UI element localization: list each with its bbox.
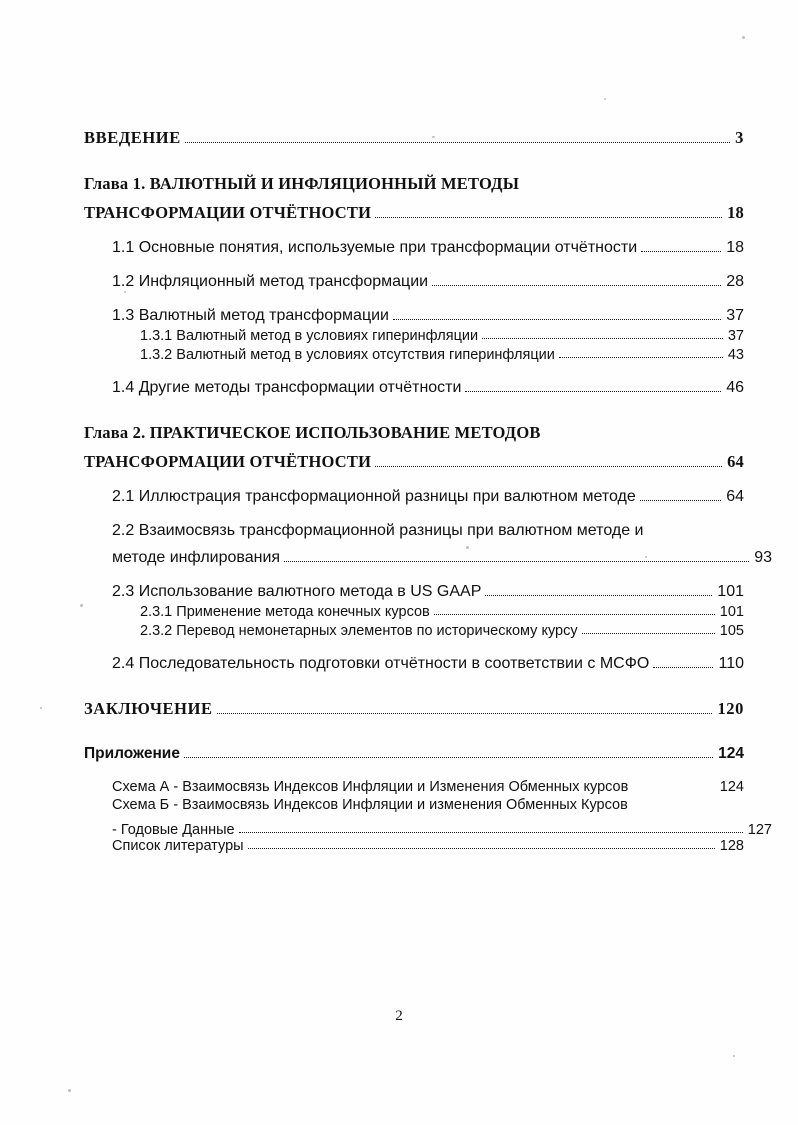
page-number: 2 [395, 1008, 403, 1024]
table-of-contents [84, 128, 772, 856]
toc-entry-label: 1.4 Другие методы трансформации отчётности [112, 379, 462, 396]
toc-entry-page: 105 [719, 623, 744, 639]
toc-leader-dots [485, 594, 712, 596]
toc-entry-page: 46 [726, 379, 744, 396]
toc-leader-dots [628, 794, 717, 795]
scan-speck [733, 1055, 735, 1057]
toc-entry[interactable] [112, 655, 744, 673]
toc-leader-dots [284, 560, 749, 562]
toc-entry[interactable] [112, 838, 744, 854]
toc-entry-label: Глава 1. ВАЛЮТНЫЙ И ИНФЛЯЦИОННЫЙ МЕТОДЫ [84, 174, 520, 193]
toc-entry-label: Глава 2. ПРАКТИЧЕСКОЕ ИСПОЛЬЗОВАНИЕ МЕТОДОВ [84, 423, 541, 442]
toc-entry-label: ЗАКЛЮЧЕНИЕ [84, 699, 213, 718]
toc-leader-dots [375, 216, 722, 218]
toc-entry-page: 28 [726, 273, 744, 290]
toc-entry-label: 2.3.2 Перевод немонетарных элементов по историческому курсу [140, 623, 578, 639]
toc-entry-label: 1.1 Основные понятия, используемые при трансформации отчётности [112, 239, 638, 256]
toc-entry[interactable] [112, 522, 772, 567]
toc-entry-label: 1.3 Валютный метод трансформации [112, 307, 389, 324]
toc-entry[interactable] [112, 583, 744, 601]
toc-entry[interactable] [140, 623, 744, 639]
toc-leader-dots [641, 250, 721, 252]
toc-entry-page: 110 [718, 655, 744, 672]
toc-entry[interactable] [84, 128, 744, 148]
toc-entry-label: Схема А - Взаимосвязь Индексов Инфляции и Изменения Обменных курсов [112, 779, 629, 795]
toc-leader-dots [582, 632, 715, 634]
toc-entry-label: 2.2 Взаимосвязь трансформационной разницы при валютном методе и [112, 522, 644, 539]
toc-entry-label: Список литературы [112, 838, 244, 854]
toc-leader-dots [432, 284, 721, 286]
toc-entry-page: 37 [726, 307, 744, 324]
toc-leader-dots [640, 499, 721, 501]
toc-leader-dots [559, 356, 723, 358]
toc-leader-dots [393, 318, 721, 320]
toc-entry-page: 128 [719, 838, 744, 854]
toc-entry[interactable] [112, 797, 772, 838]
toc-leader-dots [434, 613, 715, 615]
toc-entry-label-cont: методе инфлирования [112, 549, 281, 566]
scan-speck [68, 1089, 71, 1092]
toc-entry-page: 101 [719, 604, 744, 620]
toc-leader-dots [482, 337, 723, 339]
toc-entry[interactable] [112, 307, 744, 325]
toc-leader-dots [375, 465, 722, 467]
toc-leader-dots [184, 756, 713, 758]
scan-speck [742, 36, 745, 39]
scan-speck [80, 604, 83, 607]
toc-entry-label: ВВЕДЕНИЕ [84, 128, 181, 147]
toc-entry[interactable] [140, 347, 744, 363]
toc-leader-dots [653, 666, 713, 668]
toc-entry-page: 64 [727, 452, 744, 471]
toc-entry-label: 2.3.1 Применение метода конечных курсов [140, 604, 430, 620]
scan-speck [604, 98, 606, 100]
toc-entry-page: 124 [719, 779, 744, 795]
toc-entry-label: Схема Б - Взаимосвязь Индексов Инфляции и изменения Обменных Курсов [112, 797, 628, 813]
toc-entry-label: 1.3.1 Валютный метод в условиях гиперинфляции [140, 328, 479, 344]
toc-entry[interactable] [112, 779, 744, 795]
toc-entry-label-cont: ТРАНСФОРМАЦИИ ОТЧЁТНОСТИ [84, 203, 372, 222]
toc-entry[interactable] [84, 745, 744, 763]
toc-entry[interactable] [140, 604, 744, 620]
toc-entry[interactable] [112, 273, 744, 291]
toc-entry-page: 37 [727, 328, 744, 344]
toc-entry-line2 [112, 822, 772, 838]
toc-entry-label: 2.1 Иллюстрация трансформационной разницы при валютном методе [112, 488, 636, 505]
toc-entry[interactable] [84, 423, 744, 472]
toc-entry-page: 93 [754, 549, 772, 566]
toc-entry[interactable] [84, 699, 744, 719]
toc-entry-label: 1.3.2 Валютный метод в условиях отсутствия гиперинфляции [140, 347, 555, 363]
toc-entry-page: 120 [717, 699, 744, 718]
toc-entry-page: 127 [747, 822, 772, 838]
toc-entry[interactable] [84, 174, 744, 223]
toc-leader-dots [465, 390, 721, 392]
toc-entry-page: 124 [718, 745, 744, 762]
toc-entry-label-cont: - Годовые Данные [112, 822, 235, 838]
toc-entry-page: 18 [727, 203, 744, 222]
toc-entry-line2 [84, 452, 744, 472]
toc-entry-label: 2.4 Последовательность подготовки отчётности в соответствии с МСФО [112, 655, 650, 672]
toc-entry[interactable] [112, 379, 744, 397]
toc-entry-label: 2.3 Использование валютного метода в US GAAP [112, 583, 482, 600]
scan-speck [40, 707, 42, 709]
toc-entry-label: 1.2 Инфляционный метод трансформации [112, 273, 429, 290]
toc-entry-line2 [112, 549, 772, 567]
toc-entry[interactable] [112, 239, 744, 257]
toc-entry-page: 18 [726, 239, 744, 256]
toc-entry-label: Приложение [84, 745, 180, 762]
toc-entry-page: 64 [726, 488, 744, 505]
toc-entry-page: 3 [735, 128, 744, 147]
toc-entry-page: 43 [727, 347, 744, 363]
toc-entry[interactable] [140, 328, 744, 344]
toc-entry[interactable] [112, 488, 744, 506]
toc-entry-page: 101 [717, 583, 744, 600]
toc-leader-dots [185, 141, 730, 143]
toc-entry-label-cont: ТРАНСФОРМАЦИИ ОТЧЁТНОСТИ [84, 452, 372, 471]
toc-leader-dots [248, 847, 715, 849]
toc-leader-dots [239, 831, 743, 833]
toc-leader-dots [217, 712, 713, 714]
toc-entry-line2 [84, 203, 744, 223]
